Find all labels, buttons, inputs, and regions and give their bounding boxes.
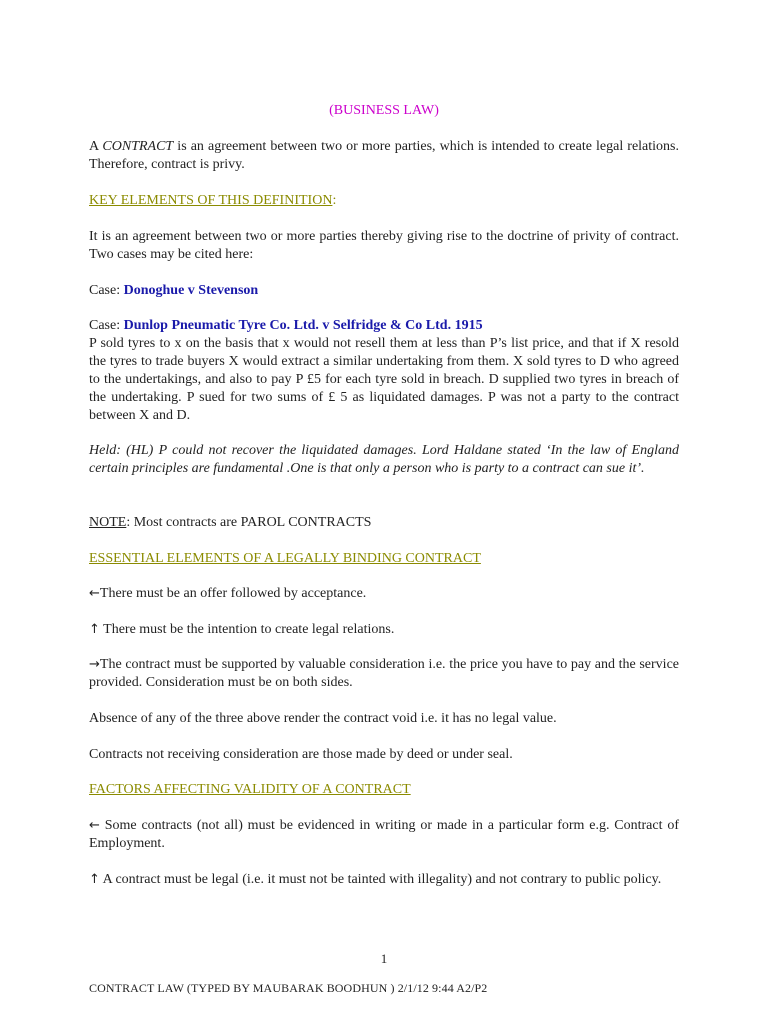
case-facts-paragraph: P sold tyres to x on the basis that x would not resell them at less than P’s list price, and that if X resold the tyres to trade buyers X would extract a similar undertaking from them. X sold tyres to D who agreed to the undertakings, and also to pay P £5 for each tyre sold in breach. D supplied two tyres in breach of the undertaking. P sued for two sums of £ 5 as liquidated damages. P was not a party to the contract between X and D. (89, 336, 679, 423)
deed-paragraph: Contracts not receiving consideration are those made by deed or under seal. (89, 747, 513, 762)
held-paragraph: Held: (HL) P could not recover the liquidated damages. Lord Haldane stated ‘In the law of England certain principles are fundamental .One is that only a person who is party to a contract can sue it’. (89, 443, 679, 476)
case-label: Case: (89, 283, 124, 298)
factor-item-text: Some contracts (not all) must be evidenced in writing or made in a particular form e.g. Contract of Employment. (89, 818, 679, 851)
contract-definition (89, 138, 679, 174)
case-name: Donoghue v Stevenson (123, 283, 259, 298)
up-arrow-icon: ↑ (89, 872, 100, 887)
factors-heading: FACTORS AFFECTING VALIDITY OF A CONTRACT (89, 782, 411, 797)
essential-item-text: There must be an offer followed by acceptance. (99, 586, 367, 601)
page-number: 1 (380, 951, 388, 966)
essential-item-intention (89, 621, 394, 639)
note-text: : Most contracts are PAROL CONTRACTS (126, 515, 372, 530)
essential-item-text: There must be the intention to create legal relations. (99, 622, 395, 637)
essential-item-offer (89, 585, 366, 603)
right-arrow-icon: → (89, 657, 100, 672)
left-arrow-icon: ← (89, 818, 100, 833)
absence-paragraph: Absence of any of the three above render the contract void i.e. it has no legal value. (89, 711, 557, 726)
factor-item-writing (89, 817, 679, 853)
factor-item-legal (89, 871, 679, 889)
document-title: (BUSINESS LAW) (329, 103, 439, 118)
essential-item-consideration (89, 656, 679, 692)
note-line (89, 514, 371, 532)
key-elements-heading (89, 192, 336, 210)
agreement-paragraph: It is an agreement between two or more parties thereby giving rise to the doctrine of privity of contract. Two cases may be cited here: (89, 229, 679, 262)
case-name: Dunlop Pneumatic Tyre Co. Ltd. v Selfridge & Co Ltd. 1915 (123, 318, 483, 333)
definition-rest: is an agreement between two or more parties, which is intended to create legal relations. Therefore, contract is privy. (89, 139, 679, 172)
factor-item-text: A contract must be legal (i.e. it must not be tainted with illegality) and not contrary to public policy. (99, 872, 662, 887)
left-arrow-icon: ← (89, 586, 100, 601)
key-elements-heading-colon: : (332, 193, 337, 208)
note-label: NOTE (89, 515, 127, 530)
definition-term: CONTRACT (102, 139, 174, 154)
up-arrow-icon: ↑ (89, 622, 100, 637)
case-donoghue (89, 282, 258, 300)
essential-elements-heading: ESSENTIAL ELEMENTS OF A LEGALLY BINDING CONTRACT (89, 551, 481, 566)
key-elements-heading-text: KEY ELEMENTS OF THIS DEFINITION (89, 193, 333, 208)
definition-lead: A (89, 139, 103, 154)
essential-item-text: The contract must be supported by valuable consideration i.e. the price you have to pay and the service provided. Consideration must be on both sides. (89, 657, 679, 690)
case-label: Case: (89, 318, 124, 333)
page-footer: CONTRACT LAW (TYPED BY MAUBARAK BOODHUN ) 2/1/12 9:44 A2/P2 (89, 981, 488, 995)
case-dunlop (89, 317, 483, 335)
